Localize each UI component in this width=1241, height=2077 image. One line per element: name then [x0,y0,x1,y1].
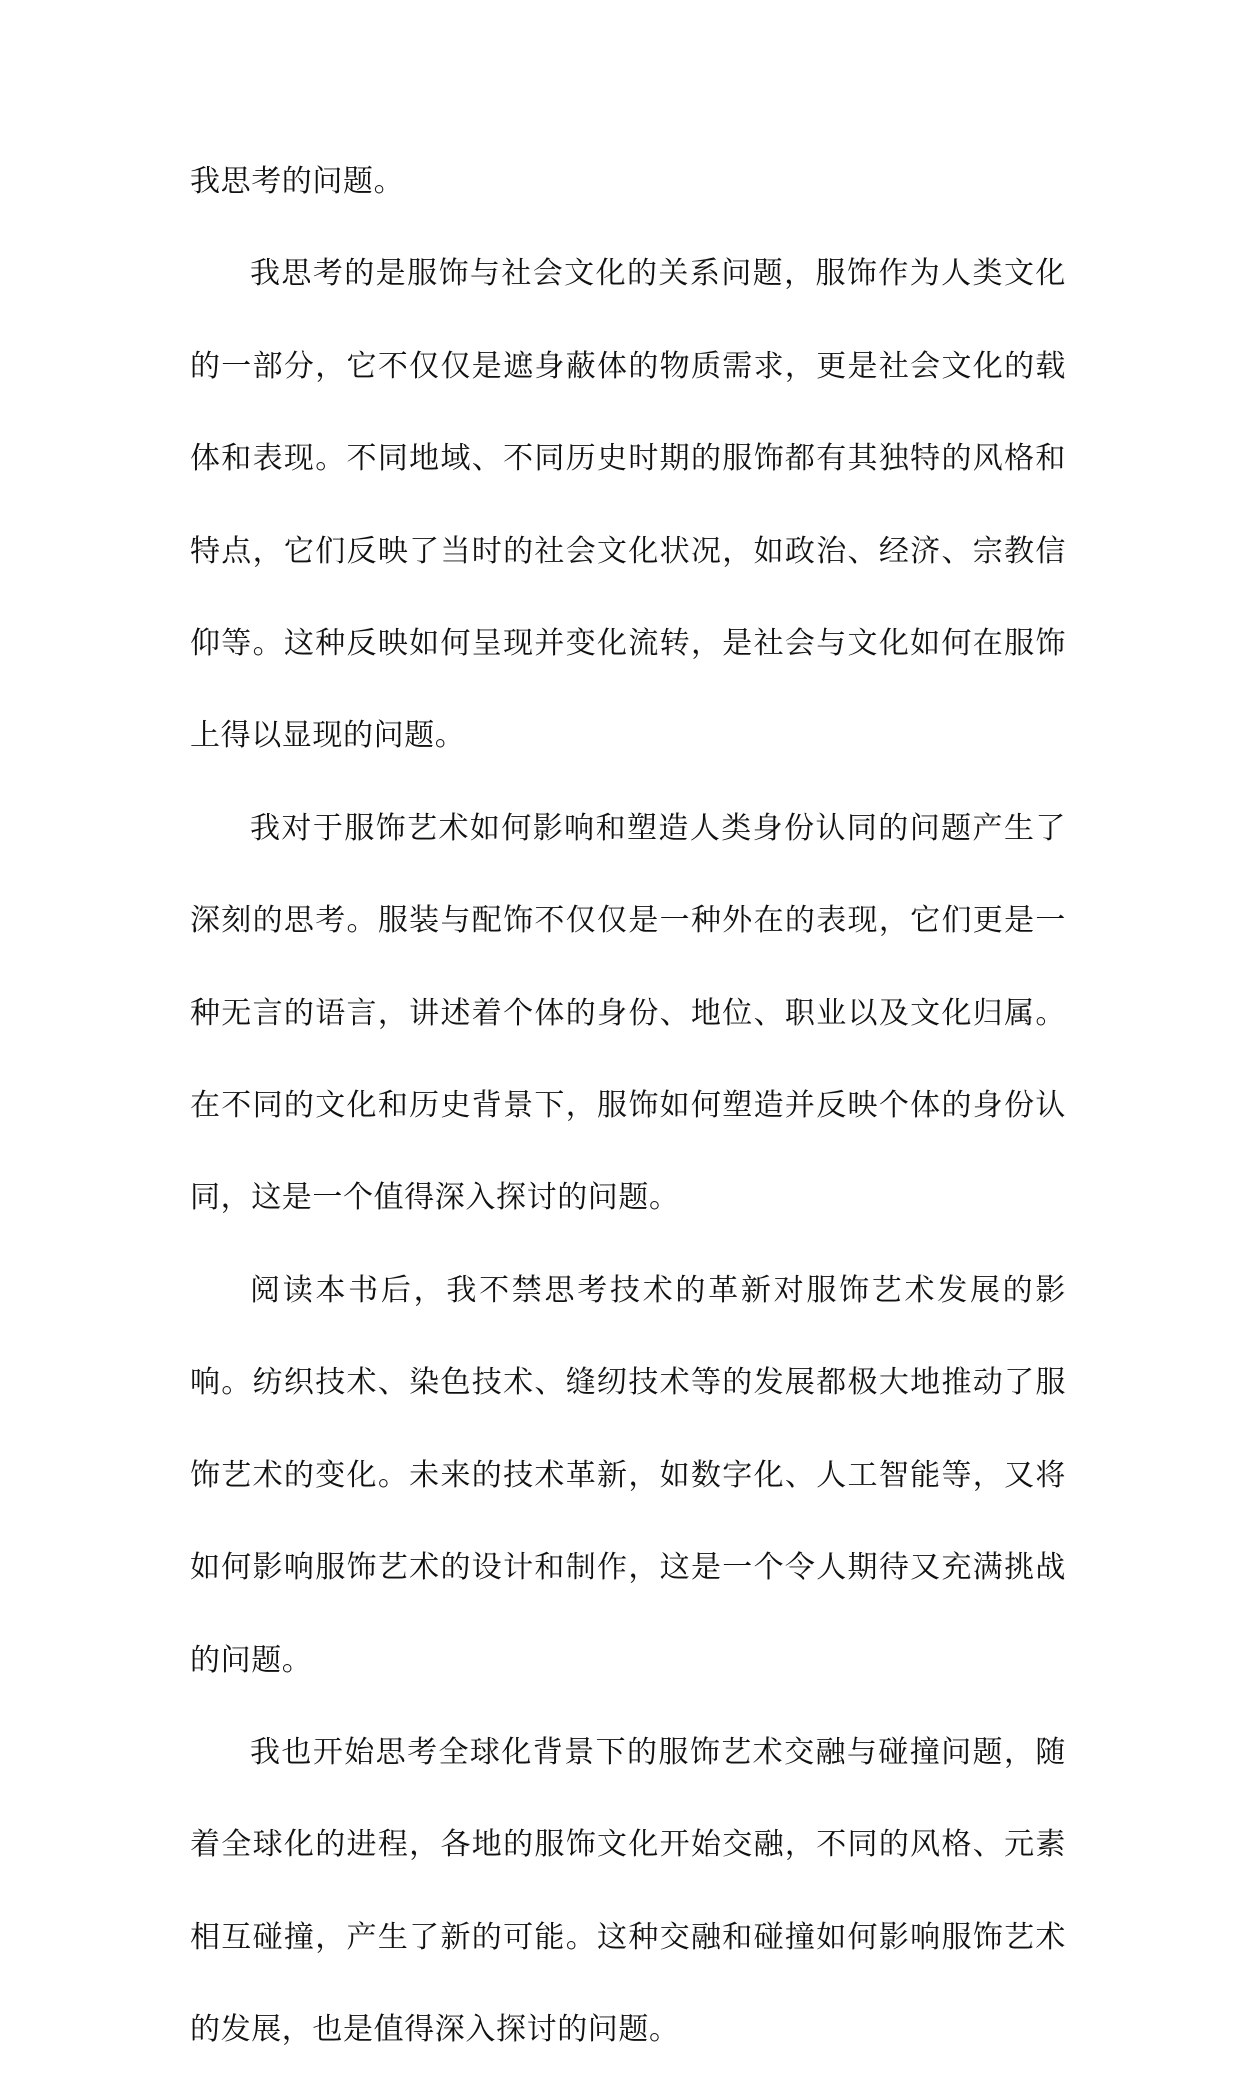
paragraph-globalization: 我也开始思考全球化背景下的服饰艺术交融与碰撞问题，随着全球化的进程，各地的服饰文化开始交融，不同的风格、元素相互碰撞，产生了新的可能。这种交融和碰撞如何影响服饰艺术的发展，也是值得深入探讨的问题。 [190,1734,1066,2048]
body-text [190,136,1066,2077]
paragraph-identity: 我对于服饰艺术如何影响和塑造人类身份认同的问题产生了深刻的思考。服装与配饰不仅仅是一种外在的表现，它们更是一种无言的语言，讲述着个体的身份、地位、职业以及文化归属。在不同的文化和历史背景下，服饰如何塑造并反映个体的身份认同，这是一个值得深入探讨的问题。 [190,810,1066,1216]
paragraph-social-culture: 我思考的是服饰与社会文化的关系问题，服饰作为人类文化的一部分，它不仅仅是遮身蔽体的物质需求，更是社会文化的载体和表现。不同地域、不同历史时期的服饰都有其独特的风格和特点，它们反映了当时的社会文化状况，如政治、经济、宗教信仰等。这种反映如何呈现并变化流转，是社会与文化如何在服饰上得以显现的问题。 [190,256,1066,754]
paragraph-technology: 阅读本书后，我不禁思考技术的革新对服饰艺术发展的影响。纺织技术、染色技术、缝纫技术等的发展都极大地推动了服饰艺术的变化。未来的技术革新，如数字化、人工智能等，又将如何影响服饰艺术的设计和制作，这是一个令人期待又充满挑战的问题。 [190,1272,1066,1678]
paragraph-continuation: 我思考的问题。 [190,164,405,199]
